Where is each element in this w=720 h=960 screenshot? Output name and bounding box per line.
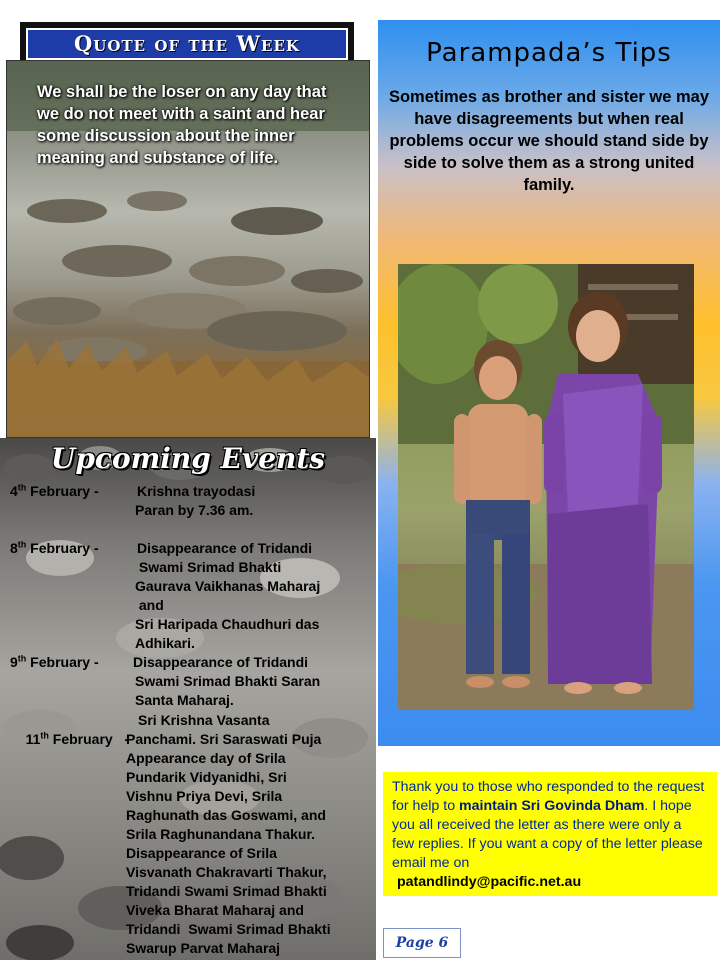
- river-photo-panel: [6, 60, 370, 438]
- event-line: Disappearance of Tridandi: [133, 654, 309, 670]
- event-date-4-feb: 4th February -: [10, 482, 99, 499]
- page-number-label: Page 6: [383, 928, 461, 958]
- event-line: Krishna trayodasi: [137, 483, 256, 499]
- event-line: Tridandi Swami Srimad Bhakti: [126, 883, 327, 899]
- event-line: Srila Raghunandana Thakur.: [126, 826, 316, 842]
- children-illustration: [398, 264, 694, 710]
- tips-text: Sometimes as brother and sister we may have disagreements but when real problems occur we should stand side by side to solve them as a strong united family.: [388, 88, 710, 194]
- event-line: Tridandi Swami Srimad Bhakti: [126, 921, 331, 937]
- quote-of-the-week-banner: Quote of the Week: [26, 28, 348, 60]
- event-line: Raghunath das Goswami, and: [126, 807, 326, 823]
- quote-text: We shall be the loser on any day that we do not meet with a saint and hear some discussion about the inner meaning and substance of life.: [37, 83, 327, 167]
- children-photo: [398, 264, 694, 710]
- tips-panel: [378, 20, 720, 746]
- event-line: Panchami. Sri Saraswati Puja: [126, 731, 322, 747]
- tips-title: Parampada’s Tips: [426, 38, 672, 68]
- notice-text-part1: Thank you to those who responded to the request for help to: [392, 779, 705, 814]
- event-date-11-feb: 11th February -: [25, 730, 130, 747]
- event-line: Gaurava Vaikhanas Maharaj: [135, 578, 321, 594]
- event-date-8-feb: 8th February -: [10, 539, 99, 556]
- event-line: Swami Srimad Bhakti: [135, 559, 282, 575]
- upcoming-events-panel: [0, 438, 376, 960]
- event-line: and: [135, 597, 164, 613]
- event-line: Adhikari.: [135, 635, 195, 651]
- notice-box: [383, 772, 717, 896]
- event-line: Sri Krishna Vasanta: [138, 712, 270, 728]
- event-line: Sri Haripada Chaudhuri das: [135, 616, 320, 632]
- notice-text-part2: . I hope you all received the letter as there were only a few replies. If you want a copy of the letter please email me on: [392, 798, 703, 871]
- event-line: Pundarik Vidyanidhi, Sri: [126, 769, 287, 785]
- contact-email[interactable]: patandlindy@pacific.net.au: [397, 874, 582, 890]
- event-line: Santa Maharaj.: [135, 692, 234, 708]
- event-date-9-feb: 9th February -: [10, 653, 99, 670]
- event-line: Swarup Parvat Maharaj: [126, 940, 281, 956]
- event-line: Vishnu Priya Devi, Srila: [126, 788, 283, 804]
- upcoming-events-title: Upcoming Events: [50, 442, 326, 475]
- event-line: Paran by 7.36 am.: [135, 502, 254, 518]
- event-line: Swami Srimad Bhakti Saran: [135, 673, 321, 689]
- event-line: Disappearance of Tridandi: [137, 540, 313, 556]
- event-line: Disappearance of Srila: [126, 845, 277, 861]
- event-line: Appearance day of Srila: [126, 750, 286, 766]
- event-line: Viveka Bharat Maharaj and: [126, 902, 304, 918]
- notice-highlight: maintain Sri Govinda Dham: [459, 798, 645, 814]
- event-line: Visvanath Chakravarti Thakur,: [126, 864, 327, 880]
